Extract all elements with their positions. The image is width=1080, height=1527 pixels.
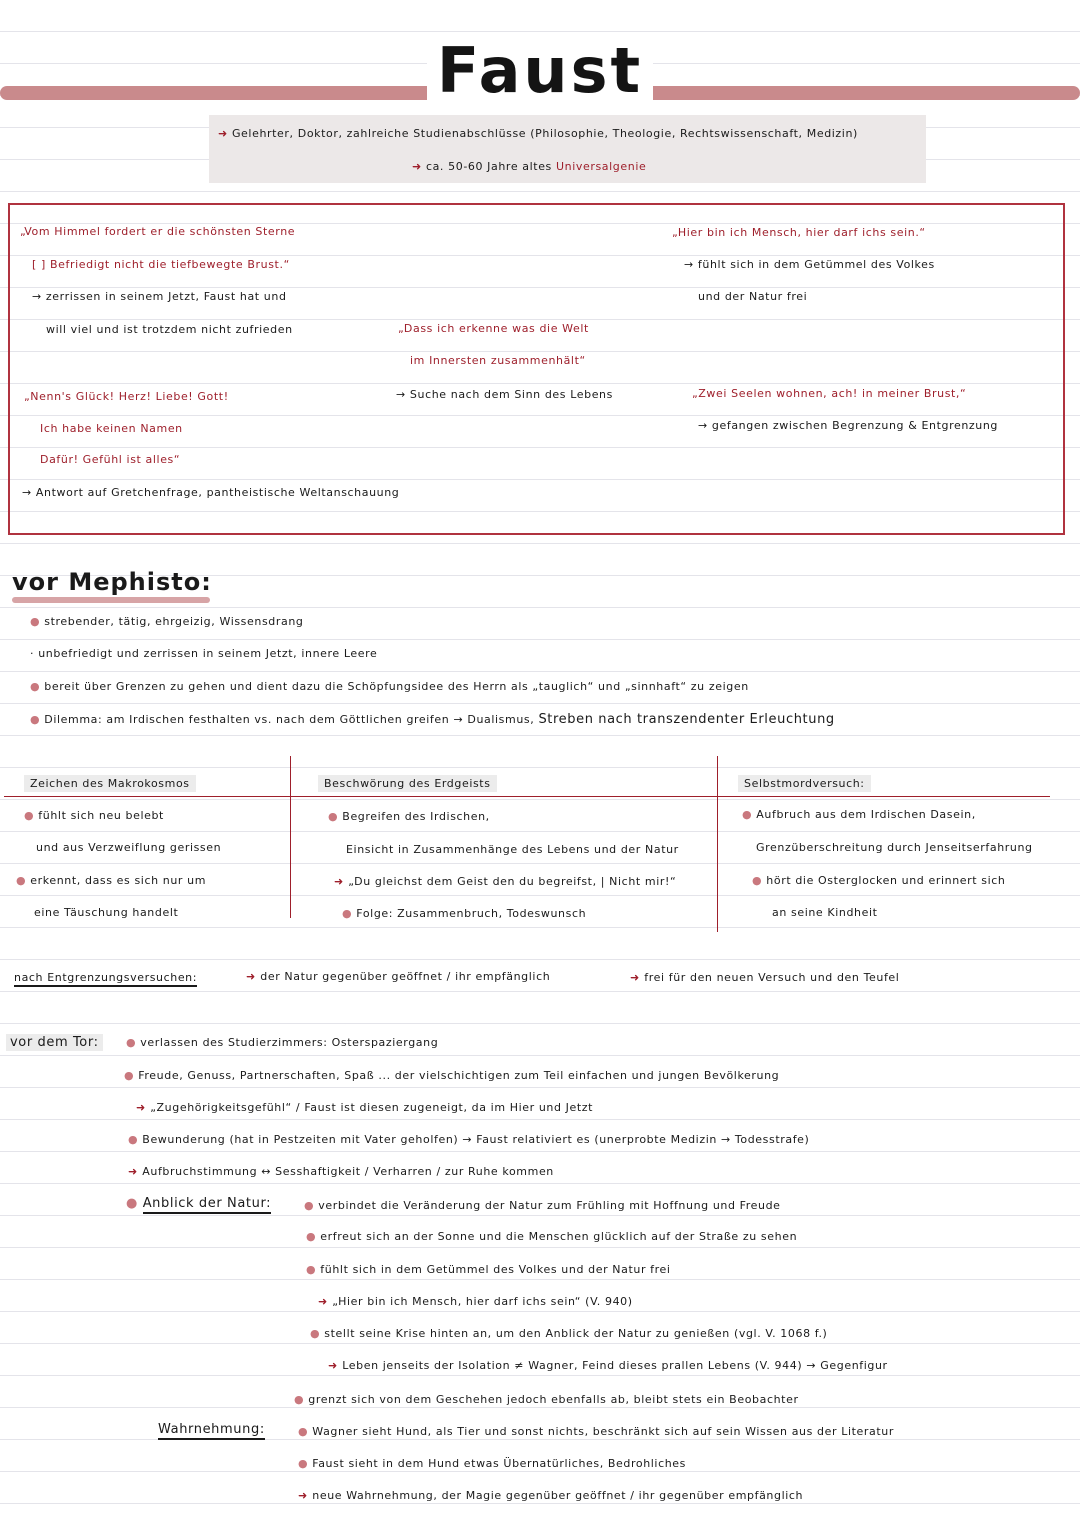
natur-line-2-text: erfreut sich an der Sonne und die Menschen glücklich auf der Straße zu sehen xyxy=(320,1230,798,1243)
quote-2-line-2: im Innersten zusammenhält“ xyxy=(410,354,586,367)
quote-1-note-1-text: zerrissen in seinem Jetzt, Faust hat und xyxy=(45,290,287,303)
table-col-2-line-3 xyxy=(334,875,676,888)
table-col-3-line-1 xyxy=(742,808,976,821)
nach-label xyxy=(14,971,197,984)
nach-label-text: nach Entgrenzungsversuchen: xyxy=(14,971,197,987)
quote-3-note-2: und der Natur frei xyxy=(698,290,808,303)
bullet-icon: ● xyxy=(342,907,357,920)
bullet-icon: ● xyxy=(30,615,45,628)
natur-line-6 xyxy=(328,1359,888,1372)
bullet-icon: ● xyxy=(30,713,45,726)
table-col-1-line-2: und aus Verzweiflung gerissen xyxy=(36,841,222,854)
bullet-icon: ● xyxy=(126,1036,141,1049)
natur-line-3-text: fühlt sich in dem Getümmel des Volkes und der Natur frei xyxy=(320,1263,671,1276)
mephisto-dilemma xyxy=(30,712,835,727)
table-col-2-line-3-text: „Du gleichst dem Geist den du begreifst, | Nicht mir!“ xyxy=(348,875,677,888)
table-col-2-line-2: Einsicht in Zusammenhänge des Lebens und der Natur xyxy=(346,843,679,856)
natur-line-5-text: stellt seine Krise hinten an, um den Anblick der Natur zu genießen (vgl. V. 1068 f.) xyxy=(324,1327,828,1340)
wahr-line-3-text: neue Wahrnehmung, der Magie gegenüber geöffnet / ihr gegenüber empfänglich xyxy=(312,1489,804,1502)
natur-line-2 xyxy=(306,1230,797,1243)
bullet-icon: ● xyxy=(298,1457,313,1470)
table-col-3-line-2: Grenzüberschreitung durch Jenseitserfahrung xyxy=(756,841,1033,854)
bullet-icon: ● xyxy=(328,810,343,823)
natur-line-7 xyxy=(294,1393,799,1406)
bullet-icon: ● xyxy=(126,1196,143,1211)
quote-4-note-text: Antwort auf Gretchenfrage, pantheistische Weltanschauung xyxy=(35,486,400,499)
table-col-2-line-4 xyxy=(342,907,586,920)
quote-1-line-1: „Vom Himmel fordert er die schönsten Sterne xyxy=(20,225,296,238)
tor-line-5 xyxy=(128,1165,554,1178)
arrow-icon: → xyxy=(396,388,410,401)
quote-2-note-text: Suche nach dem Sinn des Lebens xyxy=(409,388,613,401)
quote-2-note xyxy=(396,388,613,401)
natur-line-6-text: Leben jenseits der Isolation ≠ Wagner, Feind dieses prallen Lebens (V. 944) xyxy=(342,1359,803,1372)
table-col-3-line-4: an seine Kindheit xyxy=(772,906,878,919)
arrow-icon: ➜ xyxy=(328,1359,343,1372)
tor-line-2-text: Freude, Genuss, Partnerschaften, Spaß ... der vielschichtigen zum Teil einfachen und jungen Bevölkerung xyxy=(138,1069,780,1082)
bullet-icon: ● xyxy=(294,1393,309,1406)
wahr-line-1-text: Wagner sieht Hund, als Tier und sonst nichts, beschränkt sich auf sein Wissen aus der Literatur xyxy=(312,1425,894,1438)
arrow-icon: → xyxy=(32,290,46,303)
tor-line-4 xyxy=(128,1133,809,1146)
natur-line-7-text: grenzt sich von dem Geschehen jedoch ebenfalls ab, bleibt stets ein Beobachter xyxy=(308,1393,799,1406)
table-col-2-line-1 xyxy=(328,810,490,823)
quote-2-line-1: „Dass ich erkenne was die Welt xyxy=(398,322,589,335)
arrow-icon: ➜ xyxy=(218,127,228,140)
quote-4-note xyxy=(22,486,399,499)
bullet-icon: ● xyxy=(24,809,39,822)
nach-point-2 xyxy=(630,971,899,984)
quote-5-note xyxy=(698,419,998,432)
table-col-1-line-3 xyxy=(16,874,206,887)
wahr-line-2-text: Faust sieht in dem Hund etwas Übernatürliches, Bedrohliches xyxy=(312,1457,687,1470)
table-col-1-header xyxy=(24,777,196,790)
table-col-3-header xyxy=(738,777,871,790)
intro-highlight: Universalgenie xyxy=(556,160,647,173)
arrow-icon: ➜ xyxy=(128,1165,143,1178)
table-col-3-line-3-text: hört die Osterglocken und erinnert sich xyxy=(766,874,1006,887)
bullet-icon: ● xyxy=(124,1069,139,1082)
gegenfigur-text: Gegenfigur xyxy=(820,1359,888,1372)
table-col-1-line-1 xyxy=(24,809,164,822)
nach-point-2-text: frei für den neuen Versuch und den Teufel xyxy=(644,971,900,984)
tor-line-2 xyxy=(124,1069,779,1082)
table-col-1-line-4: eine Täuschung handelt xyxy=(34,906,179,919)
bullet-icon: ● xyxy=(306,1230,321,1243)
table-col-3-header-text: Selbstmordversuch: xyxy=(738,775,871,792)
quote-3-note-1 xyxy=(684,258,935,271)
natur-line-4-text: „Hier bin ich Mensch, hier darf ichs sein“ (V. 940) xyxy=(332,1295,633,1308)
arrow-icon: → xyxy=(453,713,468,726)
intro-line-1 xyxy=(218,127,858,140)
bullet-icon: · xyxy=(30,647,39,660)
table-column-divider-2 xyxy=(717,756,718,932)
table-header-divider xyxy=(4,796,1050,797)
table-col-2-header xyxy=(318,777,497,790)
mephisto-bullet-3-text: bereit über Grenzen zu gehen und dient dazu die Schöpfungsidee des Herrn als „tauglich“ und „sinnhaft“ zu zeigen xyxy=(44,680,749,693)
tor-line-3-text: „Zugehörigkeitsgefühl“ / Faust ist diesen zugeneigt, da im Hier und Jetzt xyxy=(150,1101,594,1114)
intro-text-1: Gelehrter, Doktor, zahlreiche Studienabschlüsse (Philosophie, Theologie, Rechtswissenschaft, Medizin) xyxy=(231,127,858,140)
quote-1-note-1 xyxy=(32,290,287,303)
arrow-icon: ➜ xyxy=(298,1489,313,1502)
table-col-1-line-1-text: fühlt sich neu belebt xyxy=(38,809,164,822)
nach-point-1-text: der Natur gegenüber geöffnet / ihr empfänglich xyxy=(260,970,551,983)
dilemma-dualismus: Dualismus, xyxy=(467,713,535,726)
table-col-2-line-1-text: Begreifen des Irdischen, xyxy=(342,810,490,823)
arrow-icon: ➜ xyxy=(630,971,645,984)
nach-point-1 xyxy=(246,970,550,983)
mephisto-bullet-3 xyxy=(30,680,749,693)
natur-line-1 xyxy=(304,1199,781,1212)
natur-line-3 xyxy=(306,1263,671,1276)
table-col-1-line-3-text: erkennt, dass es sich nur um xyxy=(30,874,207,887)
arrow-icon: → xyxy=(684,258,698,271)
quote-3-note-1-text: fühlt sich in dem Getümmel des Volkes xyxy=(697,258,935,271)
arrow-icon: ➜ xyxy=(334,875,349,888)
wahrnehmung-label-text: Wahrnehmung: xyxy=(158,1422,265,1440)
tor-line-5-text: Aufbruchstimmung ↔ Sesshaftigkeit / Verharren / zur Ruhe kommen xyxy=(142,1165,554,1178)
natur-label xyxy=(126,1196,271,1211)
natur-line-5 xyxy=(310,1327,827,1340)
tor-line-4-text: Bewunderung (hat in Pestzeiten mit Vater geholfen) → Faust relativiert es (unerprobte Medizin → Todesstrafe) xyxy=(142,1133,810,1146)
tor-line-1 xyxy=(126,1036,438,1049)
page-title xyxy=(0,34,1080,107)
natur-label-text: Anblick der Natur: xyxy=(143,1196,271,1214)
quote-1-note-2: will viel und ist trotzdem nicht zufrieden xyxy=(46,323,293,336)
quote-5-line-1: „Zwei Seelen wohnen, ach! in meiner Brust,“ xyxy=(692,387,967,400)
arrow-icon: ➜ xyxy=(412,160,422,173)
bullet-icon: ● xyxy=(742,808,757,821)
wahr-line-3 xyxy=(298,1489,803,1502)
tor-line-3 xyxy=(136,1101,593,1114)
bullet-icon: ● xyxy=(298,1425,313,1438)
table-col-3-line-3 xyxy=(752,874,1005,887)
mephisto-bullet-2-text: unbefriedigt und zerrissen in seinem Jetzt, innere Leere xyxy=(38,647,378,660)
mephisto-bullet-1-text: strebender, tätig, ehrgeizig, Wissensdrang xyxy=(44,615,304,628)
wahr-line-1 xyxy=(298,1425,894,1438)
wahr-line-2 xyxy=(298,1457,686,1470)
section-heading-vor-mephisto: vor Mephisto: xyxy=(12,568,212,596)
arrow-icon: ➜ xyxy=(318,1295,333,1308)
table-col-2-line-4-text: Folge: Zusammenbruch, Todeswunsch xyxy=(356,907,587,920)
section-heading-underline xyxy=(12,597,210,603)
quote-5-note-text: gefangen zwischen Begrenzung & Entgrenzung xyxy=(711,419,999,432)
bullet-icon: ● xyxy=(310,1327,325,1340)
arrow-icon: → xyxy=(698,419,712,432)
wahrnehmung-label xyxy=(158,1422,265,1437)
tor-line-1-text: verlassen des Studierzimmers: Osterspaziergang xyxy=(140,1036,439,1049)
quote-4-line-1: „Nenn's Glück! Herz! Liebe! Gott! xyxy=(24,390,229,403)
arrow-icon: ➜ xyxy=(136,1101,151,1114)
bullet-icon: ● xyxy=(304,1199,319,1212)
natur-line-4 xyxy=(318,1295,633,1308)
bullet-icon: ● xyxy=(306,1263,321,1276)
dilemma-text: Dilemma: am Irdischen festhalten vs. nach dem Göttlichen greifen xyxy=(44,713,450,726)
arrow-icon: → xyxy=(802,1359,821,1372)
quote-3-line-1: „Hier bin ich Mensch, hier darf ichs sein.“ xyxy=(672,226,926,239)
bullet-icon: ● xyxy=(752,874,767,887)
dilemma-streben: Streben nach transzendenter Erleuchtung xyxy=(538,712,835,727)
vor-dem-tor-label: vor dem Tor: xyxy=(6,1034,103,1051)
bullet-icon: ● xyxy=(128,1133,143,1146)
table-col-1-header-text: Zeichen des Makrokosmos xyxy=(24,775,196,792)
intro-line-2 xyxy=(412,160,646,173)
bullet-icon: ● xyxy=(30,680,45,693)
quote-4-line-3: Dafür! Gefühl ist alles“ xyxy=(40,453,181,466)
natur-line-1-text: verbindet die Veränderung der Natur zum Frühling mit Hoffnung und Freude xyxy=(318,1199,781,1212)
table-col-3-line-1-text: Aufbruch aus dem Irdischen Dasein, xyxy=(756,808,976,821)
arrow-icon: ➜ xyxy=(246,970,261,983)
mephisto-bullet-1 xyxy=(30,615,303,628)
mephisto-bullet-2 xyxy=(30,647,377,660)
intro-text-2: ca. 50-60 Jahre altes xyxy=(425,160,556,173)
table-col-2-header-text: Beschwörung des Erdgeists xyxy=(318,775,497,792)
arrow-icon: → xyxy=(22,486,36,499)
bullet-icon: ● xyxy=(16,874,31,887)
page-title-text: Faust xyxy=(427,34,653,107)
quote-4-line-2: Ich habe keinen Namen xyxy=(40,422,183,435)
quote-1-line-2: [ ] Befriedigt nicht die tiefbewegte Brust.“ xyxy=(32,258,290,271)
table-column-divider-1 xyxy=(290,756,291,918)
